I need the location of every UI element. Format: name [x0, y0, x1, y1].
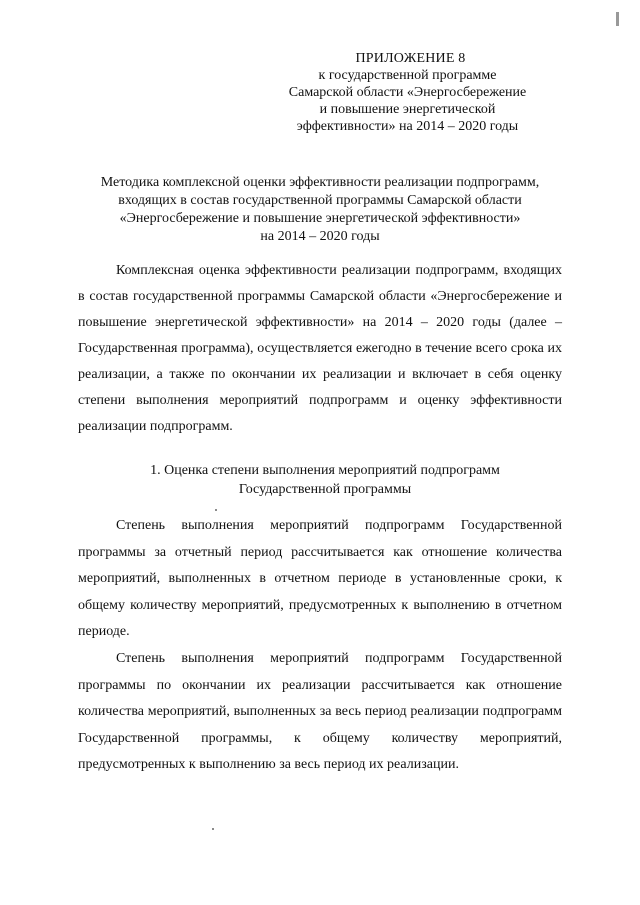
appendix-title: ПРИЛОЖЕНИЕ 8	[355, 51, 466, 66]
appendix-line: к государственной программе	[318, 68, 497, 83]
appendix-header	[255, 50, 560, 135]
section-1-heading	[60, 461, 590, 499]
methodology-title-line: Методика комплексной оценки эффективности реализации подпрограмм,	[100, 175, 540, 190]
methodology-title-line: на 2014 – 2020 годы	[260, 229, 380, 244]
scan-speck	[215, 509, 217, 511]
methodology-title-line: «Энергосбережение и повышение энергетической эффективности»	[119, 211, 521, 226]
methodology-title	[60, 174, 580, 246]
methodology-title-line: входящих в состав государственной программы Самарской области	[118, 193, 522, 208]
section-1-paragraph-1: Степень выполнения мероприятий подпрограмм Государственной программы за отчетный период рассчитывается как отношение количества мероприятий, выполненных в отчетном периоде в установленные сроки, к общему количеству мероприятий, предусмотренных к выполнению в отчетном периоде.	[78, 518, 562, 639]
scan-speck	[212, 828, 214, 830]
section-heading-line: 1. Оценка степени выполнения мероприятий подпрограмм	[150, 463, 500, 478]
appendix-line: эффективности» на 2014 – 2020 годы	[296, 119, 519, 134]
section-heading-line: Государственной программы	[238, 482, 412, 497]
section-1-paragraph-2: Степень выполнения мероприятий подпрограмм Государственной программы по окончании их реализации рассчитывается как отношение количества мероприятий, выполненных за весь период реализации подпрограмм Государственной программы, к общему количеству мероприятий, предусмотренных к выполнению за весь период их реализации.	[78, 651, 562, 772]
scan-artifact-mark	[616, 12, 619, 26]
appendix-line: Самарской области «Энергосбережение	[288, 85, 527, 100]
appendix-line: и повышение энергетической	[319, 102, 496, 117]
intro-paragraph: Комплексная оценка эффективности реализации подпрограмм, входящих в состав государственной программы Самарской области «Энергосбережение и повышение энергетической эффективности» на 2014 – 2020 годы (далее – Государственная программа), осуществляется ежегодно в течение всего срока их реализации, а также по окончании их реализации и включает в себя оценку степени выполнения мероприятий подпрограмм и оценку эффективности реализации подпрограмм.	[78, 263, 562, 434]
